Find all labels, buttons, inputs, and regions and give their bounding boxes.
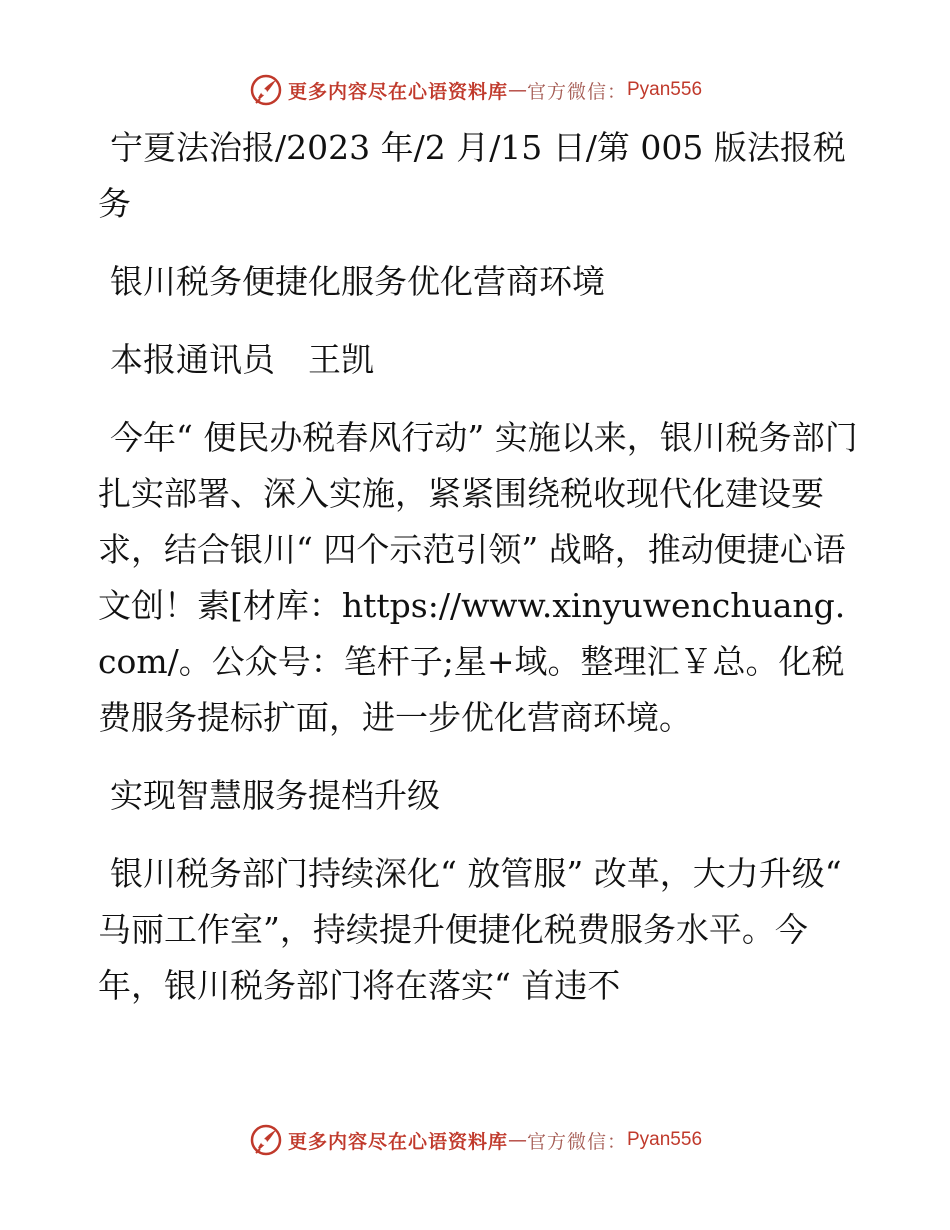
paragraph-2: 银川税务部门持续深化“ 放管服” 改革，大力升级“ 马丽工作室”，持续提升便捷化税费服务水平。今年，银川税务部门将在落实“ 首违不	[98, 854, 842, 1005]
subheading: 实现智慧服务提档升级	[110, 776, 440, 815]
header-watermark-banner	[0, 70, 950, 110]
banner-main-text: 更多内容尽在心语资料库	[287, 1130, 508, 1153]
document-body	[98, 120, 858, 1036]
banner-dash: —	[507, 79, 527, 101]
banner-sub-text: 官方微信：	[526, 1130, 627, 1153]
quill-logo-icon	[248, 72, 284, 108]
byline: 本报通讯员 王凯	[110, 340, 374, 379]
paragraph-1: 今年“ 便民办税春风行动” 实施以来，银川税务部门扎实部署、深入实施，紧紧围绕税收现代化建设要求，结合银川“ 四个示范引领” 战略，推动便捷心语文创！素[材库：https://www.xinyuwenchuang.com/。公众号：笔杆子;星+域。整理汇￥总。化税费服务提标扩面，进一步优化营商环境。	[98, 418, 858, 737]
banner-main-text: 更多内容尽在心语资料库	[287, 80, 508, 103]
banner-wechat-id: Pyan556	[627, 79, 703, 100]
source-line: 宁夏法治报/2023 年/2 月/15 日/第 005 版法报税务	[98, 128, 846, 223]
banner-dash: —	[507, 1129, 527, 1151]
banner-wechat-id: Pyan556	[627, 1129, 703, 1150]
footer-watermark-banner	[0, 1120, 950, 1160]
quill-logo-icon	[248, 1122, 284, 1158]
banner-sub-text: 官方微信：	[526, 80, 627, 103]
article-title: 银川税务便捷化服务优化营商环境	[110, 262, 605, 301]
